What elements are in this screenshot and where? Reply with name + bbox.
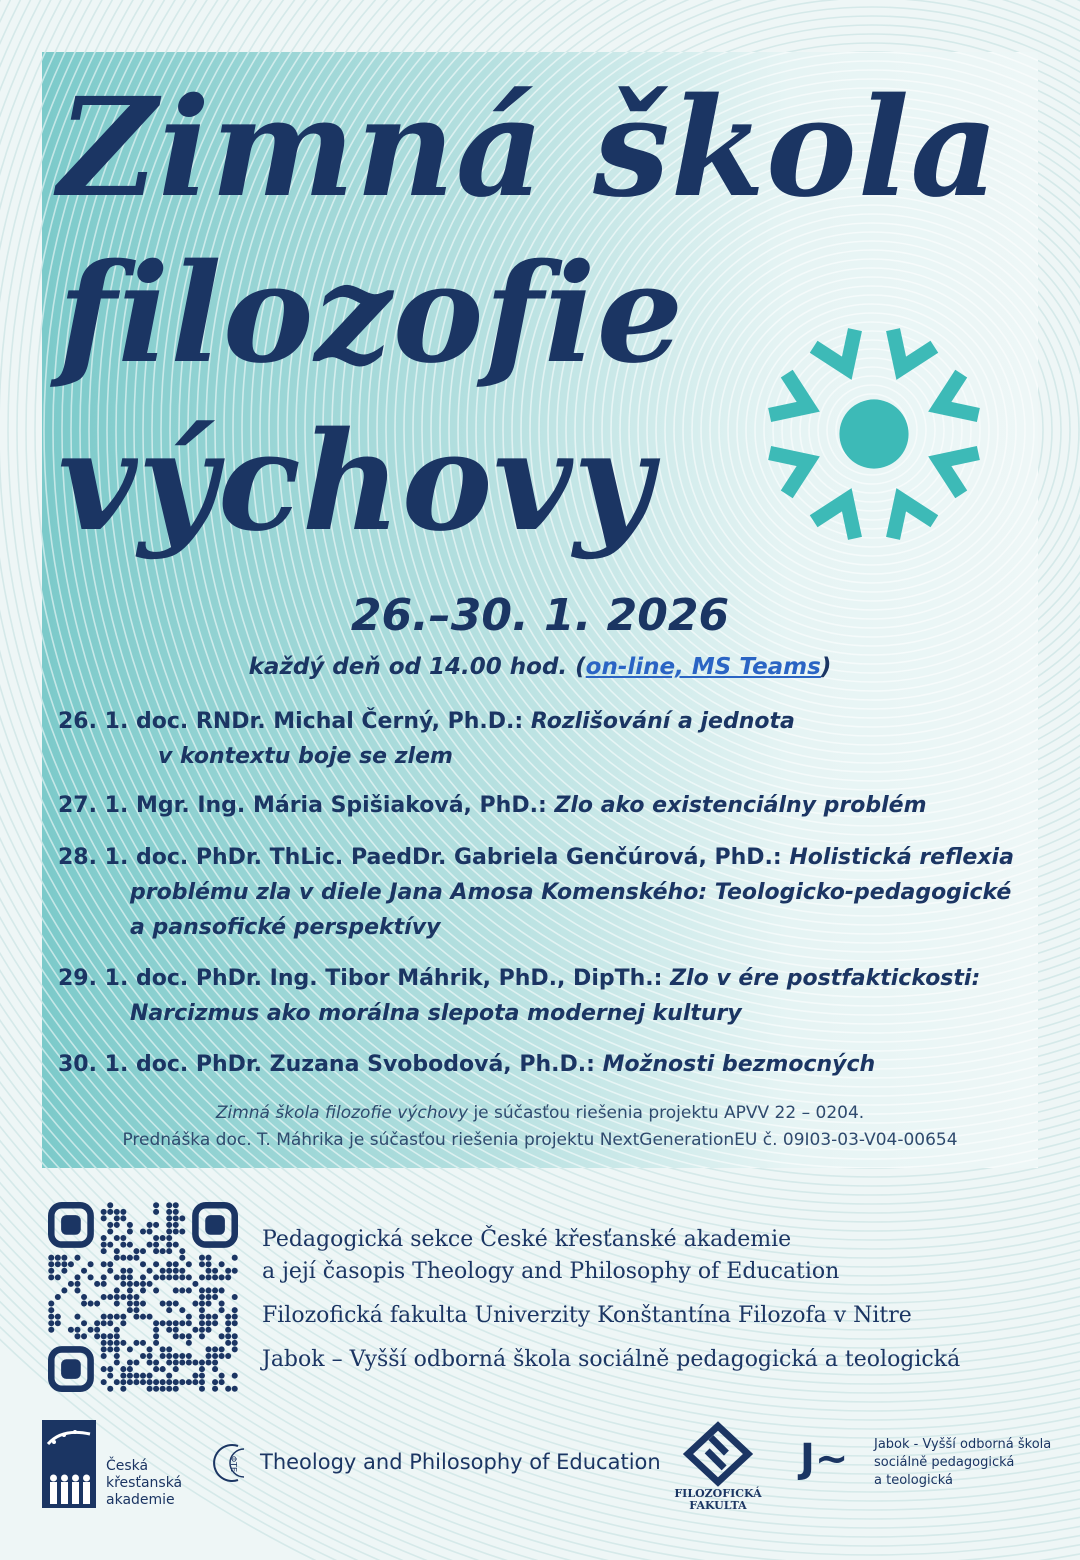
jabok-logo-mark: J~	[800, 1436, 849, 1482]
jabok-line: a teologická	[874, 1473, 953, 1488]
lecture-topic-cont: Narcizmus ako morálna slepota modernej kultury	[130, 1001, 742, 1026]
tpe-logo-icon	[208, 1440, 254, 1486]
organizer-line: Pedagogická sekce České křesťanské akademie	[262, 1227, 792, 1252]
lecture-item	[58, 788, 1028, 823]
lecture-topic: Zlo v ére postfaktickosti:	[670, 966, 981, 991]
lecture-topic-cont: a pansofické perspektívy	[130, 915, 441, 940]
lecture-speaker: doc. PhDr. Zuzana Svobodová, Ph.D.:	[135, 1052, 595, 1077]
daily-suffix: )	[820, 654, 832, 680]
cka-line: akademie	[106, 1492, 175, 1508]
lecture-date: 27. 1.	[58, 793, 129, 818]
cka-logo-text	[106, 1458, 182, 1509]
lecture-topic-cont: v kontextu boje se zlem	[158, 744, 453, 769]
title-line-3: výchovy	[58, 402, 654, 562]
tpe-logo-text: Theology and Philosophy of Education	[260, 1450, 661, 1474]
lecture-date: 29. 1.	[58, 966, 129, 991]
lecture-topic-cont: problému zla v diele Jana Amosa Komenského: Teologicko-pedagogické	[130, 880, 1012, 905]
title-line-1: Zimná škola	[58, 68, 1000, 228]
jabok-line: sociálně pedagogická	[874, 1455, 1015, 1470]
jabok-logo-text	[874, 1436, 1051, 1490]
lecture-item	[58, 840, 1028, 945]
organizer-line: Jabok – Vyšší odborná škola sociálně pedagogická a teologická	[262, 1347, 961, 1372]
footnote-line-2: Prednáška doc. T. Máhrika je súčasťou riešenia projektu NextGenerationEU č. 09I03-03-V04-00654	[122, 1130, 958, 1150]
lecture-topic: Zlo ako existenciálny problém	[554, 793, 927, 818]
lecture-speaker: doc. PhDr. ThLic. PaedDr. Gabriela Genčúrová, PhD.:	[135, 845, 782, 870]
cka-line: křesťanská	[106, 1475, 183, 1491]
lecture-date: 26. 1.	[58, 709, 129, 734]
footnote-title: Zimná škola filozofie výchovy	[215, 1103, 469, 1123]
tpe-mark-text: ΦTE	[229, 1455, 238, 1473]
lecture-item	[58, 961, 1028, 1031]
ff-logo-text	[660, 1488, 776, 1512]
ff-line: FILOZOFICKÁ	[674, 1487, 762, 1500]
lecture-item	[58, 704, 1028, 774]
daily-prefix: každý deň od 14.00 hod. (	[248, 654, 586, 680]
organizer-line: a její časopis Theology and Philosophy of Education	[262, 1259, 840, 1284]
event-dates: 26.–30. 1. 2026	[350, 590, 730, 641]
lecture-item	[58, 1047, 1028, 1082]
footnote-project: je súčasťou riešenia projektu APVV 22 – 0204.	[468, 1103, 865, 1123]
qr-code[interactable]	[48, 1202, 238, 1392]
cka-logo	[42, 1420, 96, 1508]
lecture-date: 28. 1.	[58, 845, 129, 870]
lecture-topic: Holistická reflexia	[789, 845, 1014, 870]
lecture-topic: Možnosti bezmocných	[602, 1052, 876, 1077]
lecture-date: 30. 1.	[58, 1052, 129, 1077]
daily-schedule	[0, 654, 1080, 680]
cka-line: Česká	[106, 1458, 149, 1474]
ms-teams-link[interactable]: on-line, MS Teams	[585, 654, 821, 680]
ff-line: FAKULTA	[689, 1499, 747, 1512]
cka-emblem-icon	[42, 1420, 96, 1508]
lecture-speaker: doc. RNDr. Michal Černý, Ph.D.:	[135, 709, 524, 734]
sun-star-icon	[752, 312, 996, 556]
lecture-speaker: Mgr. Ing. Mária Spišiaková, PhD.:	[135, 793, 547, 818]
footnote-line-1	[0, 1100, 1080, 1127]
lecture-speaker: doc. PhDr. Ing. Tibor Máhrik, PhD., DipTh.:	[135, 966, 663, 991]
title-line-2: filozofie	[58, 234, 685, 394]
jabok-line: Jabok - Vyšší odborná škola	[874, 1437, 1052, 1452]
lecture-topic: Rozlišování a jednota	[530, 709, 795, 734]
organizer-line: Filozofická fakulta Univerzity Konštantína Filozofa v Nitre	[262, 1303, 912, 1328]
